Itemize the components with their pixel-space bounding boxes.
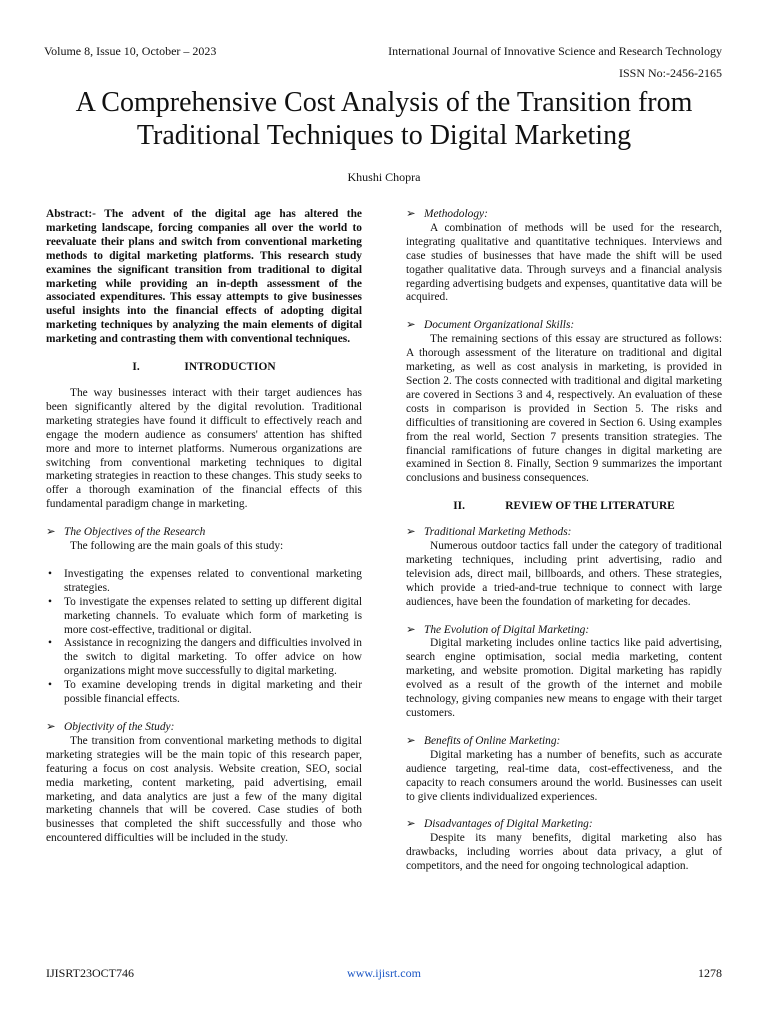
subheading-document-organization: ➢ Document Organizational Skills: <box>406 319 575 332</box>
list-item: • Investigating the expenses related to conventional marketing strategies. <box>46 568 362 596</box>
subheading-objectives: ➢ The Objectives of the Research <box>46 526 206 539</box>
objectives-list <box>46 568 362 707</box>
author-name: Khushi Chopra <box>347 170 421 184</box>
section-title: REVIEW OF THE LITERATURE <box>505 500 675 513</box>
subheading-methodology: ➢ Methodology: <box>406 208 488 220</box>
intro-paragraph: The way businesses interact with their target audiences has been significantly altered by the digital revolution. Traditional marketing strategies have found it difficult to effectively reach and engage the modern audience as consumers' attention has shifted more and more to internet platforms. Numerous organizations are switching from conventional marketing techniques to digital marketing strategies in reaction to these changes. This study seeks to offer a thorough examination of the financial effects of this fundamental paradigm change in marketing. <box>46 386 362 511</box>
footer-article-id: IJISRT23OCT746 <box>46 966 134 980</box>
subheading-traditional-methods: ➢ Traditional Marketing Methods: <box>406 526 572 539</box>
section-number: II. <box>453 500 465 513</box>
running-header-journal: International Journal of Innovative Science and Research Technology <box>388 44 722 58</box>
arrow-bullet-icon: ➢ <box>406 818 416 831</box>
benefits-paragraph: Digital marketing has a number of benefits, such as accurate audience targeting, real-time data, cost-effectiveness, and the capacity to reach consumers around the world. Businesses can useit to give clients individualized experiences. <box>406 748 722 803</box>
arrow-bullet-icon: ➢ <box>406 319 416 332</box>
objectives-lead: The following are the main goals of this study: <box>70 540 284 553</box>
left-column <box>46 208 362 846</box>
list-item: • Assistance in recognizing the dangers and difficulties involved in the switch to digital marketing. To offer advice on how organizations might move successfully to digital marketing. <box>46 637 362 679</box>
abstract: Abstract:- The advent of the digital age has altered the marketing landscape, forcing companies all over the world to reevaluate their plans and switch from conventional marketing methods to digital marketing platforms. This research study examines the significant transition from traditional to digital marketing while providing an in-depth assessment of the associated expenditures. This essay attempts to give businesses useful insights into the financial effects of adopting digital marketing techniques by analyzing the main elements of digital marketing and contrasting them with conventional techniques. <box>46 208 362 346</box>
evolution-paragraph: Digital marketing includes online tactics like paid advertising, search engine optimisation, social media marketing, content marketing, and website promotion. Digital marketing has rapidly evolved as a result of the growth of the internet and mobile technology, giving companies new means to engage with their target customers. <box>406 637 722 719</box>
arrow-bullet-icon: ➢ <box>46 721 56 733</box>
right-column <box>406 208 722 874</box>
section-heading-literature-review <box>406 500 722 514</box>
running-header-issn: ISSN No:-2456-2165 <box>618 66 722 80</box>
methodology-paragraph: A combination of methods will be used for the research, integrating qualitative and quantitative techniques. Interviews and case studies of businesses that have made the shift will be used togather qualitative data. Through surveys and a financial analysis regarding advertising budgets and expenses, quantitative data will be acquired. <box>406 221 722 304</box>
footer-page-number: 1278 <box>698 966 722 980</box>
subheading-evolution: ➢ The Evolution of Digital Marketing: <box>406 623 590 636</box>
footer-website-link[interactable]: www.ijisrt.com <box>347 966 421 980</box>
arrow-bullet-icon: ➢ <box>406 208 416 220</box>
section-number: I. <box>132 361 140 374</box>
disadvantages-paragraph: Despite its many benefits, digital marketing also has drawbacks, including worries about data privacy, a glut of competitors, and the need for ongoing technological adaption. <box>406 832 722 873</box>
list-item: • To investigate the expenses related to setting up different digital marketing channels. To evaluate which form of marketing is more cost-effective, traditional or digital. <box>46 596 362 638</box>
section-heading-introduction <box>46 361 362 375</box>
running-header-volume: Volume 8, Issue 10, October – 2023 <box>44 44 217 58</box>
section-title: INTRODUCTION <box>184 361 276 374</box>
subheading-objectivity: ➢ Objectivity of the Study: <box>46 721 175 733</box>
subheading-benefits: ➢ Benefits of Online Marketing: <box>406 734 561 747</box>
arrow-bullet-icon: ➢ <box>406 734 416 747</box>
arrow-bullet-icon: ➢ <box>46 526 56 539</box>
arrow-bullet-icon: ➢ <box>406 623 416 636</box>
subheading-disadvantages: ➢ Disadvantages of Digital Marketing: <box>406 818 593 831</box>
paper-title: A Comprehensive Cost Analysis of the Transition from Traditional Techniques to Digital Marketing <box>75 87 693 151</box>
list-item: • To examine developing trends in digital marketing and their possible financial effects. <box>46 679 362 707</box>
objectivity-paragraph: The transition from conventional marketing methods to digital marketing strategies will be the main topic of this research paper, featuring a focus on cost analysis. Website creation, SEO, social media marketing, content marketing, paid advertising, email marketing, and data analytics are just a few of the many digital marketing channels that will be covered. Case studies of both businesses that completed the shift successfully and those who encountered difficulties will be included in the study. <box>46 734 362 845</box>
traditional-methods-paragraph: Numerous outdoor tactics fall under the category of traditional marketing techniques, including print advertising, radio and television ads, direct mail, billboards, and others. These strategies, which provide a tried-and-true technique to connect with large audiences, have been the foundation of marketing for decades. <box>406 540 722 608</box>
arrow-bullet-icon: ➢ <box>406 526 416 539</box>
document-organization-paragraph: The remaining sections of this essay are structured as follows: A thorough assessment of the literature on traditional and digital marketing, as well as cost analysis in marketing, is provided in Section 2. The costs connected with traditional and digital marketing are covered in Sections 3 and 4, respectively. An evaluation of these costs in comparison is provided in Section 5. The risks and difficulties of transitioning are covered in Section 6. Using examples from the real world, Section 7 presents transition strategies. The financial ramifications of future changes in digital marketing are examined in Section 8. Finally, Section 9 summarizes the important conclusions and business consequences. <box>406 333 722 485</box>
